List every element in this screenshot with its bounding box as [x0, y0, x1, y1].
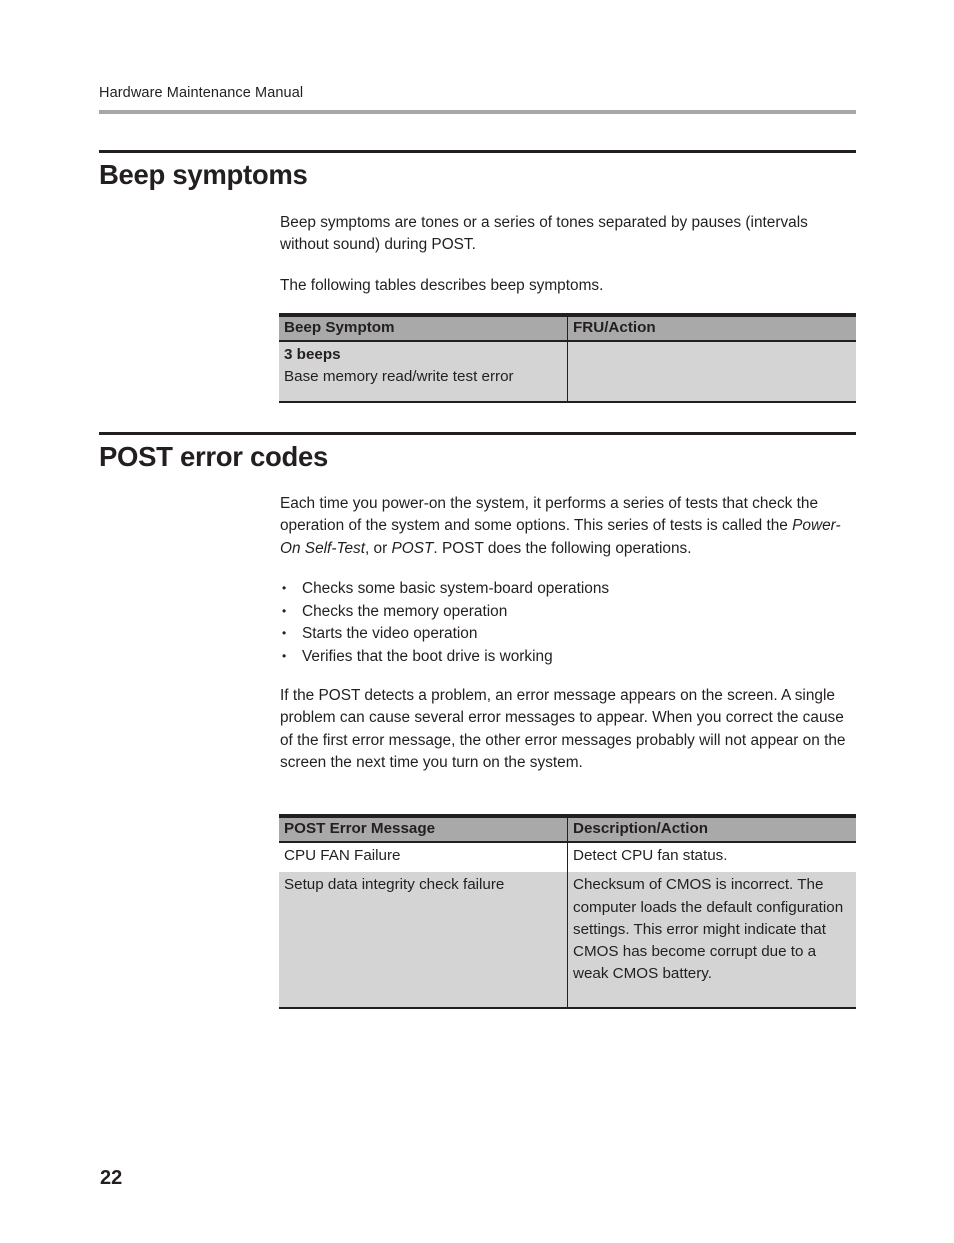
- post-intro-paragraph: [280, 493, 858, 560]
- table-cell-description-action: Checksum of CMOS is incorrect. The computer loads the default configuration settings. This error might indicate that CMOS has become corrupt due to a weak CMOS battery.: [568, 872, 857, 1007]
- table-cell-fru-action: [568, 341, 857, 401]
- table-column-header-fru-action: FRU/Action: [568, 317, 857, 341]
- table-column-header-description-action: Description/Action: [568, 818, 857, 842]
- table-column-header-post-error-message: POST Error Message: [279, 818, 568, 842]
- running-header: Hardware Maintenance Manual: [99, 85, 304, 101]
- beep-symptoms-paragraph-1: [280, 212, 858, 257]
- post-error-codes-table: [279, 814, 856, 1009]
- beep-symptoms-table: [279, 313, 856, 403]
- header-divider-rule: [99, 110, 856, 114]
- list-item: • Starts the video operation: [280, 623, 858, 646]
- table-bottom-rule: [279, 1007, 856, 1009]
- section-beep-symptoms-heading: [99, 150, 856, 189]
- beep-symptoms-paragraph-2: [280, 275, 858, 297]
- table-header-row: [279, 818, 856, 842]
- list-item: • Checks some basic system-board operations: [280, 578, 858, 601]
- list-item: • Checks the memory operation: [280, 601, 858, 624]
- table-bottom-rule: [279, 401, 856, 403]
- beep-symptom-detail: Base memory read/write test error: [284, 368, 514, 386]
- table-row: [279, 842, 856, 872]
- post-outro-paragraph: [280, 685, 858, 774]
- paragraph-text: The following tables describes beep symptoms.: [280, 277, 604, 294]
- intro-italic-post: POST: [391, 539, 434, 557]
- paragraph-text: Beep symptoms are tones or a series of tones separated by pauses (intervals without sound) during POST.: [280, 214, 808, 254]
- table-header-row: [279, 317, 856, 341]
- intro-part-2: , or: [364, 539, 392, 557]
- list-item: • Verifies that the boot drive is working: [280, 646, 858, 669]
- table-row: [279, 872, 856, 1007]
- table-cell-beep-symptom: [279, 341, 568, 401]
- paragraph-text: [280, 493, 858, 560]
- table-cell-description-action: Detect CPU fan status.: [568, 842, 857, 872]
- page-title-beep-symptoms: Beep symptoms: [99, 159, 308, 190]
- intro-part-3: . POST does the following operations.: [433, 539, 692, 557]
- table-row: [279, 341, 856, 401]
- table-cell-post-error-message: Setup data integrity check failure: [279, 872, 568, 1007]
- paragraph-text: If the POST detects a problem, an error message appears on the screen. A single problem can cause several error messages to appear. When you correct the cause of the first error message, the other error messages probably will not appear on the screen the next time you turn on the system.: [280, 687, 846, 771]
- post-operations-list: [280, 578, 858, 668]
- intro-italic-power-on-self-test: Power-On Self-Test: [280, 517, 841, 557]
- beep-symptom-title: 3 beeps: [284, 346, 341, 363]
- table-cell-post-error-message: CPU FAN Failure: [279, 842, 568, 872]
- page-title-post-error-codes: POST error codes: [99, 441, 329, 472]
- section-post-error-codes-heading: [99, 432, 856, 471]
- table-column-header-beep-symptom: Beep Symptom: [279, 317, 568, 341]
- intro-part-1: Each time you power-on the system, it performs a series of tests that check the operation of the system and some options. This series of tests is called the: [280, 495, 819, 535]
- page-number: 22: [100, 1167, 123, 1189]
